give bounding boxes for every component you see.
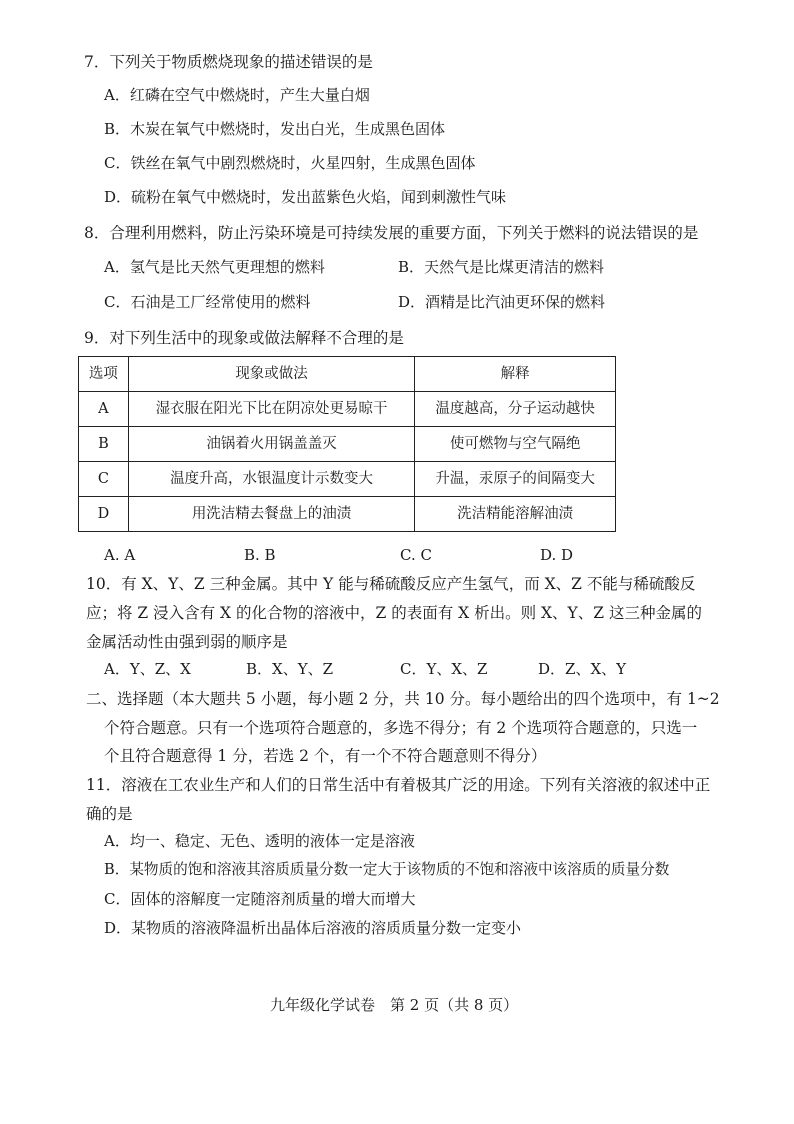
q8-stem: 8．合理利用燃料，防止污染环境是可持续发展的重要方面，下列关于燃料的说法错误的是 bbox=[84, 224, 699, 242]
table-cell: A bbox=[79, 392, 129, 427]
q7-option-b: B．木炭在氧气中燃烧时，发出白光，生成黑色固体 bbox=[104, 120, 446, 138]
table-row bbox=[79, 392, 616, 427]
q11-line-1: 11．溶液在工农业生产和人们的日常生活中有着极其广泛的用途。下列有关溶液的叙述中正 bbox=[86, 776, 711, 794]
table-cell: 使可燃物与空气隔绝 bbox=[415, 427, 616, 462]
q10-option-a: A．Y、Z、X bbox=[104, 660, 191, 678]
q8-option-a: A．氢气是比天然气更理想的燃料 bbox=[104, 258, 325, 276]
q10-line-3: 金属活动性由强到弱的顺序是 bbox=[86, 633, 288, 651]
q10-option-b: B．X、Y、Z bbox=[246, 660, 334, 678]
table-cell: 湿衣服在阳光下比在阴凉处更易晾干 bbox=[128, 392, 415, 427]
table-header-cell: 选项 bbox=[79, 357, 129, 392]
page-footer: 九年级化学试卷 第 2 页（共 8 页） bbox=[270, 996, 519, 1014]
q11-option-d: D．某物质的溶液降温析出晶体后溶液的溶质质量分数一定变小 bbox=[104, 919, 522, 937]
table-cell: 温度越高，分子运动越快 bbox=[415, 392, 616, 427]
q8-option-b: B．天然气是比煤更清洁的燃料 bbox=[398, 258, 605, 276]
q8-option-c: C．石油是工厂经常使用的燃料 bbox=[104, 293, 311, 311]
q11-option-c: C．固体的溶解度一定随溶剂质量的增大而增大 bbox=[104, 890, 416, 908]
q10-line-2: 应；将 Z 浸入含有 X 的化合物的溶液中，Z 的表面有 X 析出。则 X、Y、Z 这三种金属的 bbox=[86, 604, 702, 622]
q10-option-c: C．Y、X、Z bbox=[400, 660, 488, 678]
table-cell: B bbox=[79, 427, 129, 462]
q9-table bbox=[78, 356, 616, 532]
table-header-cell: 解释 bbox=[415, 357, 616, 392]
table-row bbox=[79, 462, 616, 497]
table-row bbox=[79, 427, 616, 462]
q7-option-a: A．红磷在空气中燃烧时，产生大量白烟 bbox=[104, 86, 370, 104]
table-cell: C bbox=[79, 462, 129, 497]
q11-line-2: 确的是 bbox=[86, 805, 133, 823]
table-cell: 洗洁精能溶解油渍 bbox=[415, 497, 616, 532]
q10-option-d: D．Z、X、Y bbox=[538, 660, 627, 678]
table-header-cell: 现象或做法 bbox=[128, 357, 415, 392]
table-cell: 用洗洁精去餐盘上的油渍 bbox=[128, 497, 415, 532]
q9-option-c: C. C bbox=[400, 546, 432, 564]
q7-option-c: C．铁丝在氧气中剧烈燃烧时，火星四射，生成黑色固体 bbox=[104, 154, 476, 172]
q9-option-d: D. D bbox=[540, 546, 574, 564]
q7-option-d: D．硫粉在氧气中燃烧时，发出蓝紫色火焰，闻到刺激性气味 bbox=[104, 188, 507, 206]
table-header-row bbox=[79, 357, 616, 392]
q9-option-b: B. B bbox=[244, 546, 276, 564]
table-cell: 温度升高，水银温度计示数变大 bbox=[128, 462, 415, 497]
section2-line-2: 个符合题意。只有一个选项符合题意的，多选不得分；有 2 个选项符合题意的，只选一 bbox=[104, 719, 698, 737]
q10-line-1: 10．有 X、Y、Z 三种金属。其中 Y 能与稀硫酸反应产生氢气，而 X、Z 不能与稀硫酸反 bbox=[86, 575, 696, 593]
table-row bbox=[79, 497, 616, 532]
section2-line-3: 个且符合题意得 1 分，若选 2 个，有一个不符合题意则不得分） bbox=[104, 747, 547, 765]
q9-option-a: A. A bbox=[104, 546, 136, 564]
q11-option-b: B．某物质的饱和溶液其溶质质量分数一定大于该物质的不饱和溶液中该溶质的质量分数 bbox=[104, 861, 670, 878]
q11-option-a: A．均一、稳定、无色、透明的液体一定是溶液 bbox=[104, 832, 415, 850]
q8-option-d: D．酒精是比汽油更环保的燃料 bbox=[398, 293, 606, 311]
table-cell: 油锅着火用锅盖盖灭 bbox=[128, 427, 415, 462]
section2-line-1: 二、选择题（本大题共 5 小题，每小题 2 分，共 10 分。每小题给出的四个选项中，有 1~2 bbox=[86, 690, 720, 708]
q7-stem: 7．下列关于物质燃烧现象的描述错误的是 bbox=[84, 53, 373, 71]
table-cell: 升温，汞原子的间隔变大 bbox=[415, 462, 616, 497]
q9-stem: 9．对下列生活中的现象或做法解释不合理的是 bbox=[84, 329, 404, 347]
table-cell: D bbox=[79, 497, 129, 532]
